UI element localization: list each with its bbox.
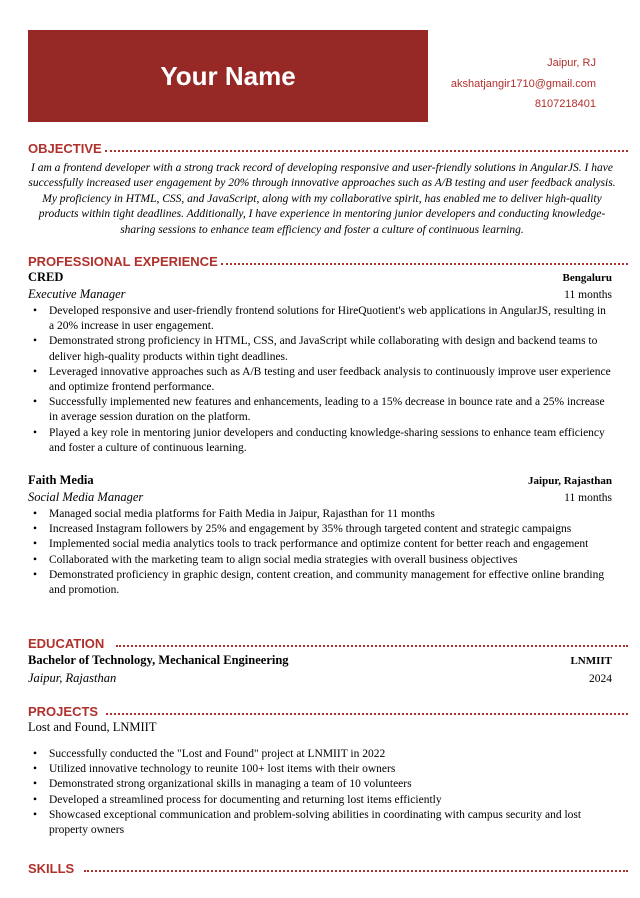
skills-heading bbox=[28, 862, 628, 876]
job-bullets bbox=[28, 507, 612, 598]
list-item: • Demonstrated strong organizational skills in managing a team of 10 volunteers bbox=[28, 777, 612, 792]
job-role: Executive Manager bbox=[28, 287, 126, 301]
list-item: • Increased Instagram followers by 25% and engagement by 35% through targeted content and strategic campaigns bbox=[28, 522, 612, 537]
project-entry bbox=[28, 719, 612, 838]
experience-title: PROFESSIONAL EXPERIENCE bbox=[28, 254, 218, 269]
skills-title: SKILLS bbox=[28, 861, 75, 876]
list-item: • Played a key role in mentoring junior developers and conducting knowledge-sharing sessions to enhance team efficiency and foster a culture of continuous learning. bbox=[28, 426, 612, 456]
education-year: 2024 bbox=[589, 673, 612, 685]
job-company: CRED bbox=[28, 270, 64, 284]
list-item: • Collaborated with the marketing team to align social media strategies with overall business objectives bbox=[28, 553, 612, 568]
project-name: Lost and Found, LNMIIT bbox=[28, 720, 157, 734]
contact-info bbox=[451, 53, 596, 115]
objective-heading bbox=[28, 142, 628, 156]
job-company: Faith Media bbox=[28, 473, 94, 487]
job-location: Bengaluru bbox=[562, 272, 612, 284]
list-item: • Demonstrated proficiency in graphic design, content creation, and community management for effective online branding and promotion. bbox=[28, 568, 612, 598]
education-title: EDUCATION bbox=[28, 636, 105, 651]
contact-email[interactable]: akshatjangir1710@gmail.com bbox=[450, 77, 596, 90]
job-location: Jaipur, Rajasthan bbox=[528, 475, 612, 487]
education-entry bbox=[28, 652, 612, 687]
objective-text: I am a frontend developer with a strong track record of developing responsive and user-friendly solutions in AngularJS. I have successfully increased user engagement by 20% through innovative approaches such as A/B testing and user feedback analysis. My proficiency in HTML, CSS, and JavaScript, along with my collaborative spirit, has enabled me to deliver high-quality products within tight deadlines. Additionally, I have experience in mentoring junior developers and conducting knowledge-sharing sessions to enhance team efficiency and foster a culture of continuous learning. bbox=[28, 162, 616, 236]
experience-heading bbox=[28, 255, 628, 269]
list-item: • Managed social media platforms for Faith Media in Jaipur, Rajasthan for 11 months bbox=[28, 507, 612, 522]
objective-title: OBJECTIVE bbox=[28, 141, 102, 156]
list-item: • Utilized innovative technology to reunite 100+ lost items with their owners bbox=[28, 762, 612, 777]
list-item: • Showcased exceptional communication and problem-solving abilities in coordinating with campus security and lost property owners bbox=[28, 808, 612, 838]
list-item: • Developed a streamlined process for documenting and returning lost items efficiently bbox=[28, 793, 612, 808]
job-role: Social Media Manager bbox=[28, 490, 144, 504]
list-item: • Demonstrated strong proficiency in HTML, CSS, and JavaScript while collaborating with design and backend teams to deliver high-quality products within tight deadlines. bbox=[28, 334, 612, 364]
education-heading bbox=[28, 637, 628, 651]
projects-heading bbox=[28, 705, 628, 719]
contact-phone[interactable]: 8107218401 bbox=[534, 98, 596, 110]
job-bullets bbox=[28, 304, 612, 456]
projects-title: PROJECTS bbox=[28, 704, 99, 719]
contact-location: Jaipur, RJ bbox=[547, 57, 596, 69]
name-banner bbox=[28, 30, 428, 122]
list-item: • Successfully implemented new features and enhancements, leading to a 15% decrease in bounce rate and a 25% increase in average session duration on the platform. bbox=[28, 395, 612, 425]
job-duration: 11 months bbox=[564, 289, 612, 301]
section-divider bbox=[105, 150, 628, 152]
education-degree: Bachelor of Technology, Mechanical Engineering bbox=[28, 653, 289, 667]
project-bullets bbox=[28, 747, 612, 838]
list-item: • Leveraged innovative approaches such as A/B testing and user feedback analysis to continuously improve user experience and optimize frontend performance. bbox=[28, 365, 612, 395]
education-location: Jaipur, Rajasthan bbox=[28, 671, 117, 685]
education-institution: LNMIIT bbox=[570, 655, 612, 667]
section-divider bbox=[221, 263, 628, 265]
list-item: • Successfully conducted the "Lost and Found" project at LNMIIT in 2022 bbox=[28, 747, 612, 762]
job-entry-cred bbox=[28, 269, 612, 456]
candidate-name: Your Name bbox=[160, 60, 296, 91]
list-item: • Implemented social media analytics tools to track performance and optimize content for better reach and engagement bbox=[28, 537, 612, 552]
section-divider bbox=[106, 713, 628, 715]
job-entry-faith-media bbox=[28, 472, 612, 598]
section-divider bbox=[84, 870, 628, 872]
list-item: • Developed responsive and user-friendly frontend solutions for HireQuotient's web applications in AngularJS, resulting in a 20% increase in user engagement. bbox=[28, 304, 612, 334]
section-divider bbox=[116, 645, 628, 647]
job-duration: 11 months bbox=[564, 492, 612, 504]
